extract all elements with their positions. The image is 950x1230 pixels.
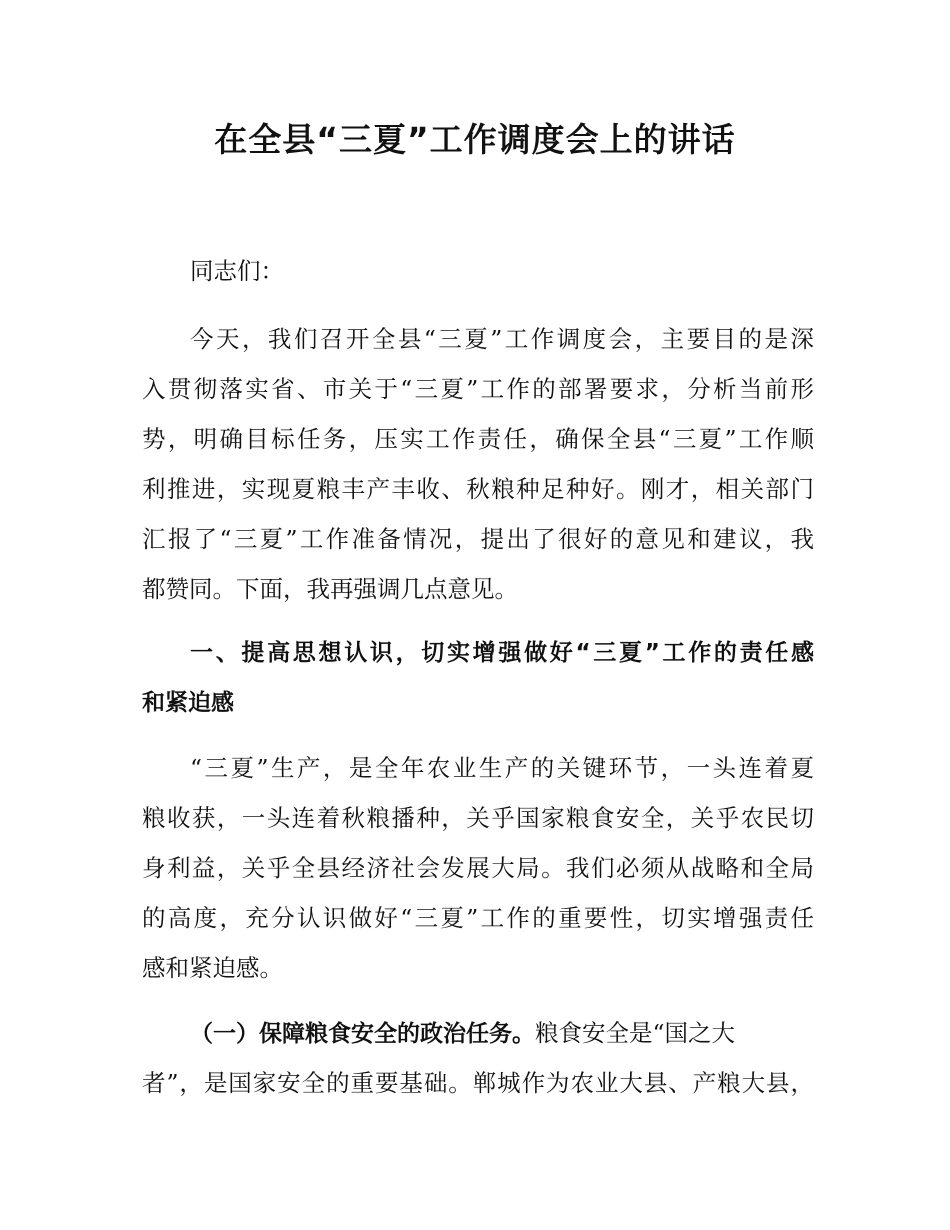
paragraph-line: 汇报了“三夏”工作准备情况，提出了很好的意见和建议，我	[142, 525, 814, 553]
paragraph-line: 粮收获，一头连着秋粮播种，关乎国家粮食安全，关乎农民切	[142, 804, 814, 832]
paragraph-line: 入贯彻落实省、市关于“三夏”工作的部署要求，分析当前形	[142, 375, 814, 403]
paragraph-line: 势，明确目标任务，压实工作责任，确保全县“三夏”工作顺	[142, 425, 814, 453]
subheading-inline: （一）保障粮食安全的政治任务。	[190, 1021, 535, 1047]
document-title: 在全县“三夏”工作调度会上的讲话	[214, 120, 736, 159]
paragraph-line: “三夏”生产，是全年农业生产的关键环节，一头连着夏	[190, 754, 814, 782]
paragraph-text: 粮食安全是“国之大	[535, 1019, 736, 1047]
paragraph-line: 都赞同。下面，我再强调几点意见。	[142, 575, 518, 603]
greeting: 同志们：	[190, 257, 284, 285]
section-heading: 和紧迫感	[142, 690, 234, 716]
paragraph-line: 感和紧迫感。	[142, 954, 283, 982]
paragraph-line: 利推进，实现夏粮丰产丰收、秋粮种足种好。刚才，相关部门	[142, 475, 814, 503]
paragraph-line: 者”，是国家安全的重要基础。郸城作为农业大县、产粮大县，	[142, 1069, 814, 1097]
paragraph-line: 今天，我们召开全县“三夏”工作调度会，主要目的是深	[190, 325, 814, 353]
paragraph-line: 身利益，关乎全县经济社会发展大局。我们必须从战略和全局	[142, 854, 814, 882]
paragraph-line: 的高度，充分认识做好“三夏”工作的重要性，切实增强责任	[142, 904, 814, 932]
section-heading: 一、提高思想认识，切实增强做好“三夏”工作的责任感	[190, 640, 814, 666]
paragraph-line	[190, 1008, 814, 1058]
